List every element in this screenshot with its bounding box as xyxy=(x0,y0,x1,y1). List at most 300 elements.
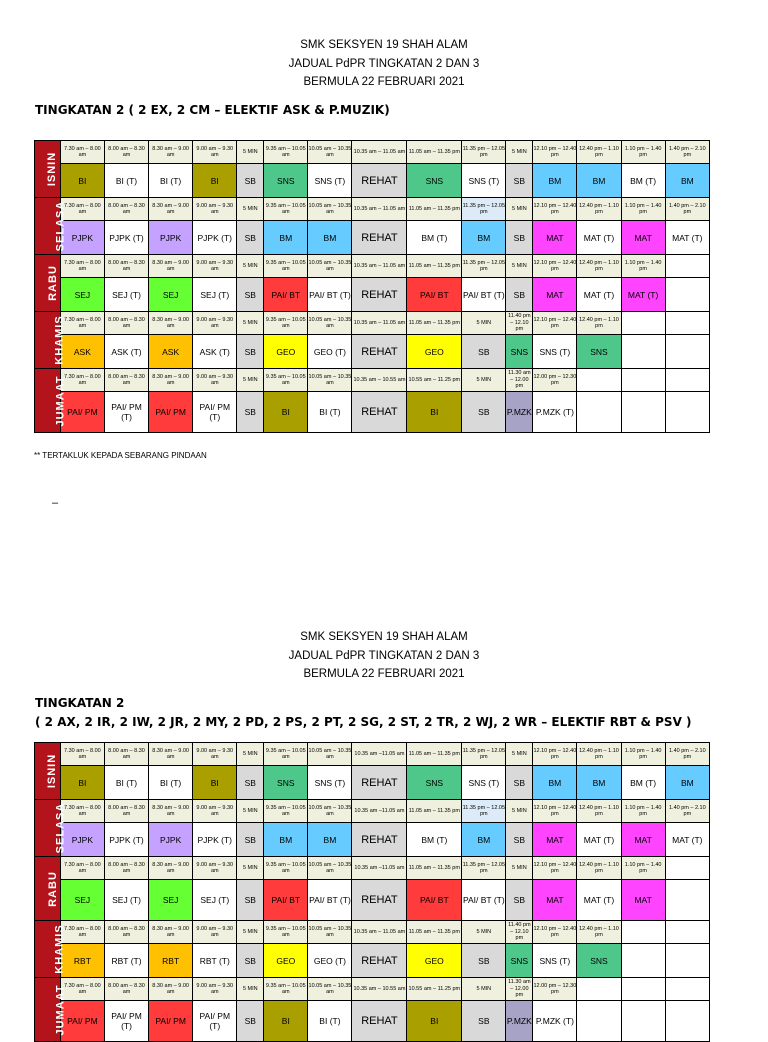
time-slot: 5 MIN xyxy=(237,857,264,880)
subject-cell: SEJ xyxy=(60,880,104,921)
day-label: RABU xyxy=(35,255,61,312)
time-slot: 10.35 am – 11.05 am xyxy=(352,921,407,944)
subject-row xyxy=(35,944,710,978)
time-slot: 7.30 am – 8.00 am xyxy=(60,857,104,880)
time-slot: 5 MIN xyxy=(506,800,533,823)
time-slot: 10.05 am – 10.35 am xyxy=(308,743,352,766)
day-label: ISNIN xyxy=(35,141,61,198)
time-slot: 12.40 pm – 1.10 pm xyxy=(577,921,621,944)
time-row xyxy=(35,743,710,766)
time-slot: 12.40 pm – 1.10 pm xyxy=(577,743,621,766)
day-label: KHAMIS xyxy=(35,312,61,369)
time-slot: 12.40 pm – 1.10 pm xyxy=(577,141,621,164)
subject-cell: SB xyxy=(506,278,533,312)
time-slot: 11.05 am – 11.35 pm xyxy=(407,921,462,944)
subject-row xyxy=(35,335,710,369)
subject-cell: BI (T) xyxy=(308,392,352,433)
time-slot: 1.40 pm – 2.10 pm xyxy=(665,743,709,766)
subject-cell: PAI/ PM (T) xyxy=(193,1001,237,1042)
subject-cell: SEJ (T) xyxy=(104,880,148,921)
subject-cell: SB xyxy=(462,335,506,369)
empty-cell xyxy=(621,312,665,335)
subject-cell: SB xyxy=(462,1001,506,1042)
time-slot: 8.30 am – 9.00 am xyxy=(149,369,193,392)
subject-cell: PAI/ PM xyxy=(60,392,104,433)
subject-cell: SNS xyxy=(407,766,462,800)
time-slot: 9.00 am – 9.30 am xyxy=(193,198,237,221)
time-slot: 10.05 am – 10.35 am xyxy=(308,255,352,278)
time-slot: 8.00 am – 8.30 am xyxy=(104,743,148,766)
subject-cell: PAI/ PM xyxy=(149,392,193,433)
time-slot: 5 MIN xyxy=(506,743,533,766)
subject-row xyxy=(35,766,710,800)
subject-cell: SNS xyxy=(506,944,533,978)
subject-cell: BI xyxy=(264,392,308,433)
subject-cell: PAI/ PM xyxy=(149,1001,193,1042)
subject-cell: P.MZK (T) xyxy=(533,1001,577,1042)
time-slot: 12.00 pm – 12.30 pm xyxy=(533,978,577,1001)
day-label: SELASA xyxy=(35,800,61,857)
time-slot: 5 MIN xyxy=(506,255,533,278)
time-slot: 10.05 am – 10.35 am xyxy=(308,312,352,335)
time-slot: 5 MIN xyxy=(237,978,264,1001)
subject-cell: PJPK xyxy=(149,823,193,857)
subject-cell: PAI/ BT xyxy=(264,880,308,921)
subject-cell: REHAT xyxy=(352,278,407,312)
time-slot: 8.30 am – 9.00 am xyxy=(149,743,193,766)
subject-cell: REHAT xyxy=(352,944,407,978)
time-slot: 7.30 am – 8.00 am xyxy=(60,141,104,164)
subject-cell: SEJ xyxy=(149,278,193,312)
empty-cell xyxy=(621,335,665,369)
subject-cell: P.MZK (T) xyxy=(533,392,577,433)
time-slot: 7.30 am – 8.00 am xyxy=(60,312,104,335)
time-slot: 12.10 pm – 12.40 pm xyxy=(533,743,577,766)
time-slot: 5 MIN xyxy=(237,312,264,335)
subject-cell: PJPK (T) xyxy=(104,221,148,255)
time-slot: 11.05 am – 11.35 pm xyxy=(407,800,462,823)
time-slot: 8.00 am – 8.30 am xyxy=(104,312,148,335)
time-slot: 12.40 pm – 1.10 pm xyxy=(577,198,621,221)
time-slot: 11.35 pm – 12.05 pm xyxy=(462,141,506,164)
time-slot: 10.35 am –11.05 am xyxy=(352,743,407,766)
time-slot: 7.30 am – 8.00 am xyxy=(60,978,104,1001)
subject-cell: SNS xyxy=(264,766,308,800)
time-slot: 1.10 pm – 1.40 pm xyxy=(621,857,665,880)
time-slot: 11.05 am – 11.35 pm xyxy=(407,312,462,335)
time-slot: 11.40 pm – 12.10 pm xyxy=(506,312,533,335)
time-slot: 12.10 pm – 12.40 pm xyxy=(533,141,577,164)
subject-cell: PJPK xyxy=(60,221,104,255)
time-slot: 7.30 am – 8.00 am xyxy=(60,255,104,278)
time-slot: 8.30 am – 9.00 am xyxy=(149,198,193,221)
subject-cell: PJPK (T) xyxy=(104,823,148,857)
subject-cell: MAT xyxy=(533,823,577,857)
subject-cell: MAT (T) xyxy=(577,823,621,857)
subject-cell: BI xyxy=(264,1001,308,1042)
time-slot: 11.05 am – 11.35 pm xyxy=(407,857,462,880)
time-slot: 12.10 pm – 12.40 pm xyxy=(533,198,577,221)
subject-cell: BM (T) xyxy=(621,164,665,198)
subject-cell: P.MZK xyxy=(506,1001,533,1042)
subject-cell: BM xyxy=(264,823,308,857)
time-slot: 1.10 pm – 1.40 pm xyxy=(621,743,665,766)
time-slot: 8.00 am – 8.30 am xyxy=(104,255,148,278)
time-slot: 10.05 am – 10.35 am xyxy=(308,857,352,880)
time-slot: 5 MIN xyxy=(462,312,506,335)
start-date: BERMULA 22 FEBRUARI 2021 xyxy=(303,668,465,680)
time-slot: 11.35 pm – 12.05 pm xyxy=(462,857,506,880)
time-slot: 12.10 pm – 12.40 pm xyxy=(533,255,577,278)
subject-cell: BM xyxy=(665,766,709,800)
subject-cell: REHAT xyxy=(352,164,407,198)
subject-cell: ASK (T) xyxy=(104,335,148,369)
time-slot: 8.30 am – 9.00 am xyxy=(149,141,193,164)
subject-cell: GEO xyxy=(407,944,462,978)
time-slot: 8.30 am – 9.00 am xyxy=(149,255,193,278)
subject-cell: SNS (T) xyxy=(308,766,352,800)
time-slot: 8.00 am – 8.30 am xyxy=(104,921,148,944)
subject-cell: PAI/ BT xyxy=(264,278,308,312)
time-slot: 1.10 pm – 1.40 pm xyxy=(621,255,665,278)
subject-cell: MAT xyxy=(533,278,577,312)
empty-cell xyxy=(665,944,709,978)
subject-cell: SB xyxy=(506,823,533,857)
subject-cell: BI xyxy=(193,766,237,800)
subject-cell: PJPK (T) xyxy=(193,823,237,857)
subject-cell: SB xyxy=(237,221,264,255)
empty-cell xyxy=(665,880,709,921)
time-slot: 1.10 pm – 1.40 pm xyxy=(621,800,665,823)
time-slot: 12.40 pm – 1.10 pm xyxy=(577,800,621,823)
time-slot: 11.05 am – 11.35 pm xyxy=(407,141,462,164)
time-slot: 12.10 pm – 12.40 pm xyxy=(533,857,577,880)
subject-cell: SNS xyxy=(577,944,621,978)
time-slot: 8.30 am – 9.00 am xyxy=(149,857,193,880)
time-slot: 8.30 am – 9.00 am xyxy=(149,921,193,944)
empty-cell xyxy=(665,255,709,278)
time-slot: 10.35 am – 10.55 am xyxy=(352,369,407,392)
school-name: SMK SEKSYEN 19 SHAH ALAM xyxy=(300,39,468,51)
subject-cell: REHAT xyxy=(352,221,407,255)
subject-cell: MAT (T) xyxy=(665,221,709,255)
time-slot: 8.00 am – 8.30 am xyxy=(104,141,148,164)
subject-cell: SB xyxy=(237,164,264,198)
subject-cell: PAI/ PM (T) xyxy=(104,1001,148,1042)
time-slot: 9.35 am – 10.05 am xyxy=(264,857,308,880)
subject-cell: P.MZK xyxy=(506,392,533,433)
subject-cell: SB xyxy=(237,823,264,857)
subject-cell: REHAT xyxy=(352,392,407,433)
subject-cell: MAT xyxy=(533,221,577,255)
time-slot: 9.00 am – 9.30 am xyxy=(193,369,237,392)
time-slot: 9.00 am – 9.30 am xyxy=(193,857,237,880)
subject-cell: PAI/ PM xyxy=(60,1001,104,1042)
time-slot: 10.05 am – 10.35 am xyxy=(308,921,352,944)
time-slot: 11.40 pm – 12.10 pm xyxy=(506,921,533,944)
time-slot: 7.30 am – 8.00 am xyxy=(60,369,104,392)
subject-cell: BM xyxy=(308,221,352,255)
subject-cell: SEJ xyxy=(60,278,104,312)
subject-cell: REHAT xyxy=(352,1001,407,1042)
time-slot: 9.00 am – 9.30 am xyxy=(193,921,237,944)
time-slot: 1.10 pm – 1.40 pm xyxy=(621,198,665,221)
time-slot: 9.35 am – 10.05 am xyxy=(264,800,308,823)
time-row xyxy=(35,921,710,944)
time-slot: 1.10 pm – 1.40 pm xyxy=(621,141,665,164)
subject-cell: PAI/ BT xyxy=(407,880,462,921)
time-slot: 8.30 am – 9.00 am xyxy=(149,312,193,335)
subject-cell: GEO (T) xyxy=(308,944,352,978)
empty-cell xyxy=(665,1001,709,1042)
subject-cell: BI xyxy=(60,766,104,800)
time-slot: 1.40 pm – 2.10 pm xyxy=(665,800,709,823)
time-slot: 9.35 am – 10.05 am xyxy=(264,921,308,944)
subject-cell: BI (T) xyxy=(149,164,193,198)
time-row xyxy=(35,978,710,1001)
subject-cell: BM xyxy=(264,221,308,255)
time-slot: 10.05 am – 10.35 am xyxy=(308,800,352,823)
subject-cell: SB xyxy=(462,392,506,433)
subject-cell: MAT (T) xyxy=(577,278,621,312)
empty-cell xyxy=(621,944,665,978)
subject-cell: MAT (T) xyxy=(577,880,621,921)
time-slot: 5 MIN xyxy=(506,857,533,880)
subject-cell: SNS xyxy=(264,164,308,198)
subject-cell: ASK xyxy=(149,335,193,369)
subject-cell: RBT xyxy=(60,944,104,978)
doc2-header xyxy=(0,628,768,684)
time-slot: 5 MIN xyxy=(506,198,533,221)
subject-row xyxy=(35,278,710,312)
time-slot: 1.40 pm – 2.10 pm xyxy=(665,141,709,164)
subject-cell: REHAT xyxy=(352,823,407,857)
time-slot: 10.35 am – 11.05 am xyxy=(352,198,407,221)
subject-cell: SB xyxy=(237,335,264,369)
subject-cell: PJPK (T) xyxy=(193,221,237,255)
time-slot: 9.35 am – 10.05 am xyxy=(264,369,308,392)
subject-cell: REHAT xyxy=(352,766,407,800)
time-slot: 11.05 am – 11.35 pm xyxy=(407,255,462,278)
subject-cell: SB xyxy=(237,278,264,312)
time-row xyxy=(35,800,710,823)
time-slot: 12.40 pm – 1.10 pm xyxy=(577,312,621,335)
time-slot: 10.35 am – 11.05 am xyxy=(352,141,407,164)
day-label: ISNIN xyxy=(35,743,61,800)
time-slot: 9.35 am – 10.05 am xyxy=(264,743,308,766)
subject-cell: PAI/ BT (T) xyxy=(462,880,506,921)
subject-cell: SB xyxy=(237,1001,264,1042)
subject-cell: BM xyxy=(308,823,352,857)
time-slot: 9.00 am – 9.30 am xyxy=(193,141,237,164)
subject-row xyxy=(35,221,710,255)
subject-cell: SB xyxy=(506,880,533,921)
doc-title: JADUAL PdPR TINGKATAN 2 DAN 3 xyxy=(288,57,480,70)
subject-cell: REHAT xyxy=(352,335,407,369)
time-slot: 10.05 am – 10.35 am xyxy=(308,978,352,1001)
time-slot: 1.40 pm – 2.10 pm xyxy=(665,198,709,221)
time-slot: 9.35 am – 10.05 am xyxy=(264,312,308,335)
time-slot: 11.30 am – 12.00 pm xyxy=(506,978,533,1001)
subject-row xyxy=(35,880,710,921)
day-label: JUMAAT xyxy=(35,369,61,433)
time-slot: 5 MIN xyxy=(506,141,533,164)
subject-cell: GEO xyxy=(264,944,308,978)
empty-cell xyxy=(665,369,709,392)
time-slot: 11.35 pm – 12.05 pm xyxy=(462,800,506,823)
time-slot: 12.40 pm – 1.10 pm xyxy=(577,255,621,278)
subject-cell: SNS (T) xyxy=(462,164,506,198)
time-slot: 9.00 am – 9.30 am xyxy=(193,255,237,278)
time-slot: 12.10 pm – 12.40 pm xyxy=(533,800,577,823)
subject-cell: BM xyxy=(533,766,577,800)
subject-cell: SB xyxy=(462,944,506,978)
doc1-subtitle: TINGKATAN 2 ( 2 EX, 2 CM – ELEKTIF ASK & P.MUZIK) xyxy=(35,103,390,117)
time-row xyxy=(35,312,710,335)
time-slot: 5 MIN xyxy=(237,255,264,278)
time-slot: 12.10 pm – 12.40 pm xyxy=(533,312,577,335)
subject-cell: ASK (T) xyxy=(193,335,237,369)
empty-cell xyxy=(621,1001,665,1042)
time-slot: 10.35 am – 11.05 am xyxy=(352,312,407,335)
empty-cell xyxy=(621,921,665,944)
subject-cell: PAI/ PM (T) xyxy=(193,392,237,433)
time-row xyxy=(35,255,710,278)
time-slot: 5 MIN xyxy=(462,921,506,944)
time-slot: 5 MIN xyxy=(237,921,264,944)
subject-cell: SEJ (T) xyxy=(193,880,237,921)
time-slot: 7.30 am – 8.00 am xyxy=(60,198,104,221)
subject-cell: BM xyxy=(577,164,621,198)
subject-cell: BM xyxy=(665,164,709,198)
subject-cell: GEO xyxy=(407,335,462,369)
subject-cell: PJPK xyxy=(60,823,104,857)
time-slot: 5 MIN xyxy=(237,198,264,221)
time-slot: 5 MIN xyxy=(237,800,264,823)
empty-cell xyxy=(665,857,709,880)
subject-cell: MAT xyxy=(533,880,577,921)
day-label: SELASA xyxy=(35,198,61,255)
subject-cell: RBT (T) xyxy=(193,944,237,978)
subject-cell: BI xyxy=(407,392,462,433)
subject-cell: SB xyxy=(237,880,264,921)
subject-cell: SB xyxy=(506,766,533,800)
subject-cell: BI xyxy=(407,1001,462,1042)
stray-dash: – xyxy=(52,497,59,509)
subject-cell: BI (T) xyxy=(149,766,193,800)
subject-cell: BI (T) xyxy=(104,164,148,198)
day-label: KHAMIS xyxy=(35,921,61,978)
subject-cell: SNS xyxy=(506,335,533,369)
timetable-2 xyxy=(34,742,710,1042)
empty-cell xyxy=(665,921,709,944)
time-slot: 9.00 am – 9.30 am xyxy=(193,743,237,766)
time-slot: 10.55 am – 11.25 pm xyxy=(407,369,462,392)
time-slot: 12.10 pm – 12.40 pm xyxy=(533,921,577,944)
subject-cell: MAT (T) xyxy=(665,823,709,857)
subject-cell: SB xyxy=(237,944,264,978)
subject-cell: SEJ (T) xyxy=(104,278,148,312)
time-slot: 12.00 pm – 12.30 pm xyxy=(533,369,577,392)
empty-cell xyxy=(621,369,665,392)
time-slot: 11.35 pm – 12.05 pm xyxy=(462,198,506,221)
empty-cell xyxy=(621,392,665,433)
time-slot: 8.00 am – 8.30 am xyxy=(104,198,148,221)
subject-cell: SEJ (T) xyxy=(193,278,237,312)
empty-cell xyxy=(577,978,621,1001)
time-slot: 12.40 pm – 1.10 pm xyxy=(577,857,621,880)
subject-cell: BM xyxy=(577,766,621,800)
time-slot: 5 MIN xyxy=(237,743,264,766)
time-slot: 5 MIN xyxy=(462,369,506,392)
subject-cell: BI xyxy=(60,164,104,198)
subject-cell: SB xyxy=(506,221,533,255)
empty-cell xyxy=(665,278,709,312)
subject-cell: PAI/ PM (T) xyxy=(104,392,148,433)
subject-cell: MAT (T) xyxy=(621,278,665,312)
empty-cell xyxy=(621,978,665,1001)
subject-cell: SEJ xyxy=(149,880,193,921)
time-slot: 8.00 am – 8.30 am xyxy=(104,800,148,823)
subject-cell: BM xyxy=(462,221,506,255)
time-slot: 9.35 am – 10.05 am xyxy=(264,978,308,1001)
subject-cell: PAI/ BT (T) xyxy=(308,880,352,921)
time-slot: 9.35 am – 10.05 am xyxy=(264,198,308,221)
time-slot: 8.00 am – 8.30 am xyxy=(104,857,148,880)
time-row xyxy=(35,198,710,221)
subject-cell: BI (T) xyxy=(308,1001,352,1042)
subject-cell: ASK xyxy=(60,335,104,369)
time-slot: 10.05 am – 10.35 am xyxy=(308,141,352,164)
time-slot: 11.35 pm – 12.05 pm xyxy=(462,743,506,766)
subject-cell: PJPK xyxy=(149,221,193,255)
time-row xyxy=(35,141,710,164)
subject-row xyxy=(35,823,710,857)
subject-cell: BM (T) xyxy=(621,766,665,800)
subject-cell: BM (T) xyxy=(407,221,462,255)
footnote: ** TERTAKLUK KEPADA SEBARANG PINDAAN xyxy=(34,451,207,460)
empty-cell xyxy=(665,335,709,369)
subject-cell: SNS (T) xyxy=(308,164,352,198)
subject-cell: BM (T) xyxy=(407,823,462,857)
time-slot: 9.35 am – 10.05 am xyxy=(264,255,308,278)
subject-cell: SB xyxy=(237,766,264,800)
subject-cell: RBT xyxy=(149,944,193,978)
doc1-header xyxy=(0,36,768,92)
school-name: SMK SEKSYEN 19 SHAH ALAM xyxy=(300,631,468,643)
time-row xyxy=(35,369,710,392)
time-slot: 8.00 am – 8.30 am xyxy=(104,369,148,392)
timetable-1 xyxy=(34,140,710,433)
time-slot: 8.30 am – 9.00 am xyxy=(149,800,193,823)
time-slot: 9.00 am – 9.30 am xyxy=(193,978,237,1001)
time-slot: 5 MIN xyxy=(237,369,264,392)
doc2-subtitle-line1: TINGKATAN 2 xyxy=(35,696,125,710)
time-slot: 10.05 am – 10.35 am xyxy=(308,198,352,221)
time-slot: 11.30 am – 12.00 pm xyxy=(506,369,533,392)
subject-row xyxy=(35,164,710,198)
time-slot: 5 MIN xyxy=(462,978,506,1001)
subject-cell: SB xyxy=(237,392,264,433)
subject-cell: RBT (T) xyxy=(104,944,148,978)
subject-cell: MAT (T) xyxy=(577,221,621,255)
time-slot: 10.35 am –11.05 am xyxy=(352,800,407,823)
subject-cell: GEO xyxy=(264,335,308,369)
subject-cell: SB xyxy=(506,164,533,198)
subject-cell: BM xyxy=(533,164,577,198)
time-slot: 7.30 am – 8.00 am xyxy=(60,800,104,823)
subject-cell: GEO (T) xyxy=(308,335,352,369)
